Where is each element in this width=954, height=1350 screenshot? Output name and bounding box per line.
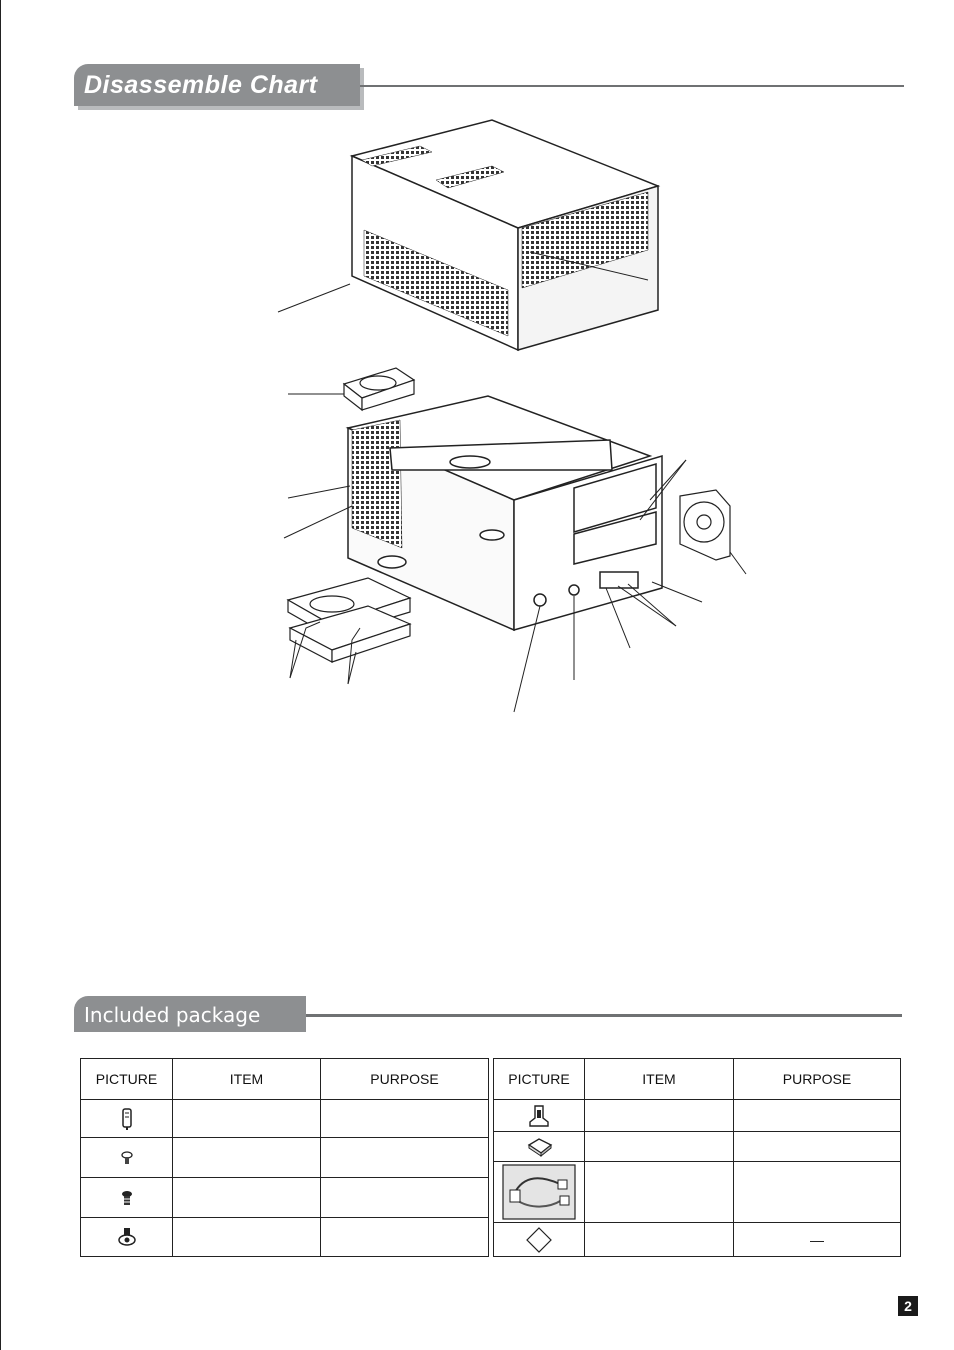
purpose-cell <box>734 1100 901 1132</box>
purpose-cell <box>734 1162 901 1223</box>
item-cell <box>585 1162 734 1223</box>
item-cell <box>173 1178 321 1218</box>
table-header-row <box>81 1059 489 1100</box>
item-cell <box>173 1138 321 1178</box>
header-picture: PICTURE <box>494 1059 585 1100</box>
item-cell <box>585 1132 734 1162</box>
page-number: 2 <box>898 1296 918 1316</box>
table-header-row <box>494 1059 901 1100</box>
power-cable-photo-icon <box>494 1162 585 1223</box>
purpose-cell <box>321 1218 489 1257</box>
header-item: ITEM <box>585 1059 734 1100</box>
thumb-screw-icon <box>81 1218 173 1257</box>
header-purpose: PURPOSE <box>321 1059 489 1100</box>
included-package-rule <box>306 1014 902 1017</box>
table-row <box>81 1178 489 1218</box>
purpose-cell <box>321 1178 489 1218</box>
header-picture: PICTURE <box>81 1059 173 1100</box>
item-cell <box>173 1100 321 1138</box>
disassemble-chart-title: Disassemble Chart <box>84 71 318 99</box>
top-fan-illustration <box>344 368 414 410</box>
table-row <box>81 1100 489 1138</box>
package-table-left <box>80 1058 489 1257</box>
hard-drive-illustration <box>288 578 410 662</box>
standoff-icon <box>81 1100 173 1138</box>
included-package-tab <box>74 996 306 1032</box>
purpose-cell: — <box>734 1223 901 1257</box>
purpose-cell <box>734 1132 901 1162</box>
package-table-right <box>493 1058 901 1257</box>
included-package-title: Included package <box>84 1003 261 1027</box>
table-row <box>494 1162 901 1223</box>
side-fan-illustration <box>680 490 730 560</box>
purpose-cell <box>321 1138 489 1178</box>
item-cell <box>585 1100 734 1132</box>
sticker-icon <box>494 1223 585 1257</box>
cable-clip-icon <box>494 1132 585 1162</box>
table-row <box>494 1223 901 1257</box>
item-cell <box>173 1218 321 1257</box>
table-row <box>81 1138 489 1178</box>
top-cover-illustration <box>352 120 658 350</box>
table-row <box>81 1218 489 1257</box>
table-row <box>494 1132 901 1162</box>
item-cell <box>585 1223 734 1257</box>
hex-screw-icon <box>81 1178 173 1218</box>
header-item: ITEM <box>173 1059 321 1100</box>
purpose-cell <box>321 1100 489 1138</box>
header-purpose: PURPOSE <box>734 1059 901 1100</box>
leader-line-cover <box>278 284 350 312</box>
small-screw-icon <box>81 1138 173 1178</box>
table-row <box>494 1100 901 1132</box>
cable-tie-mount-icon <box>494 1100 585 1132</box>
